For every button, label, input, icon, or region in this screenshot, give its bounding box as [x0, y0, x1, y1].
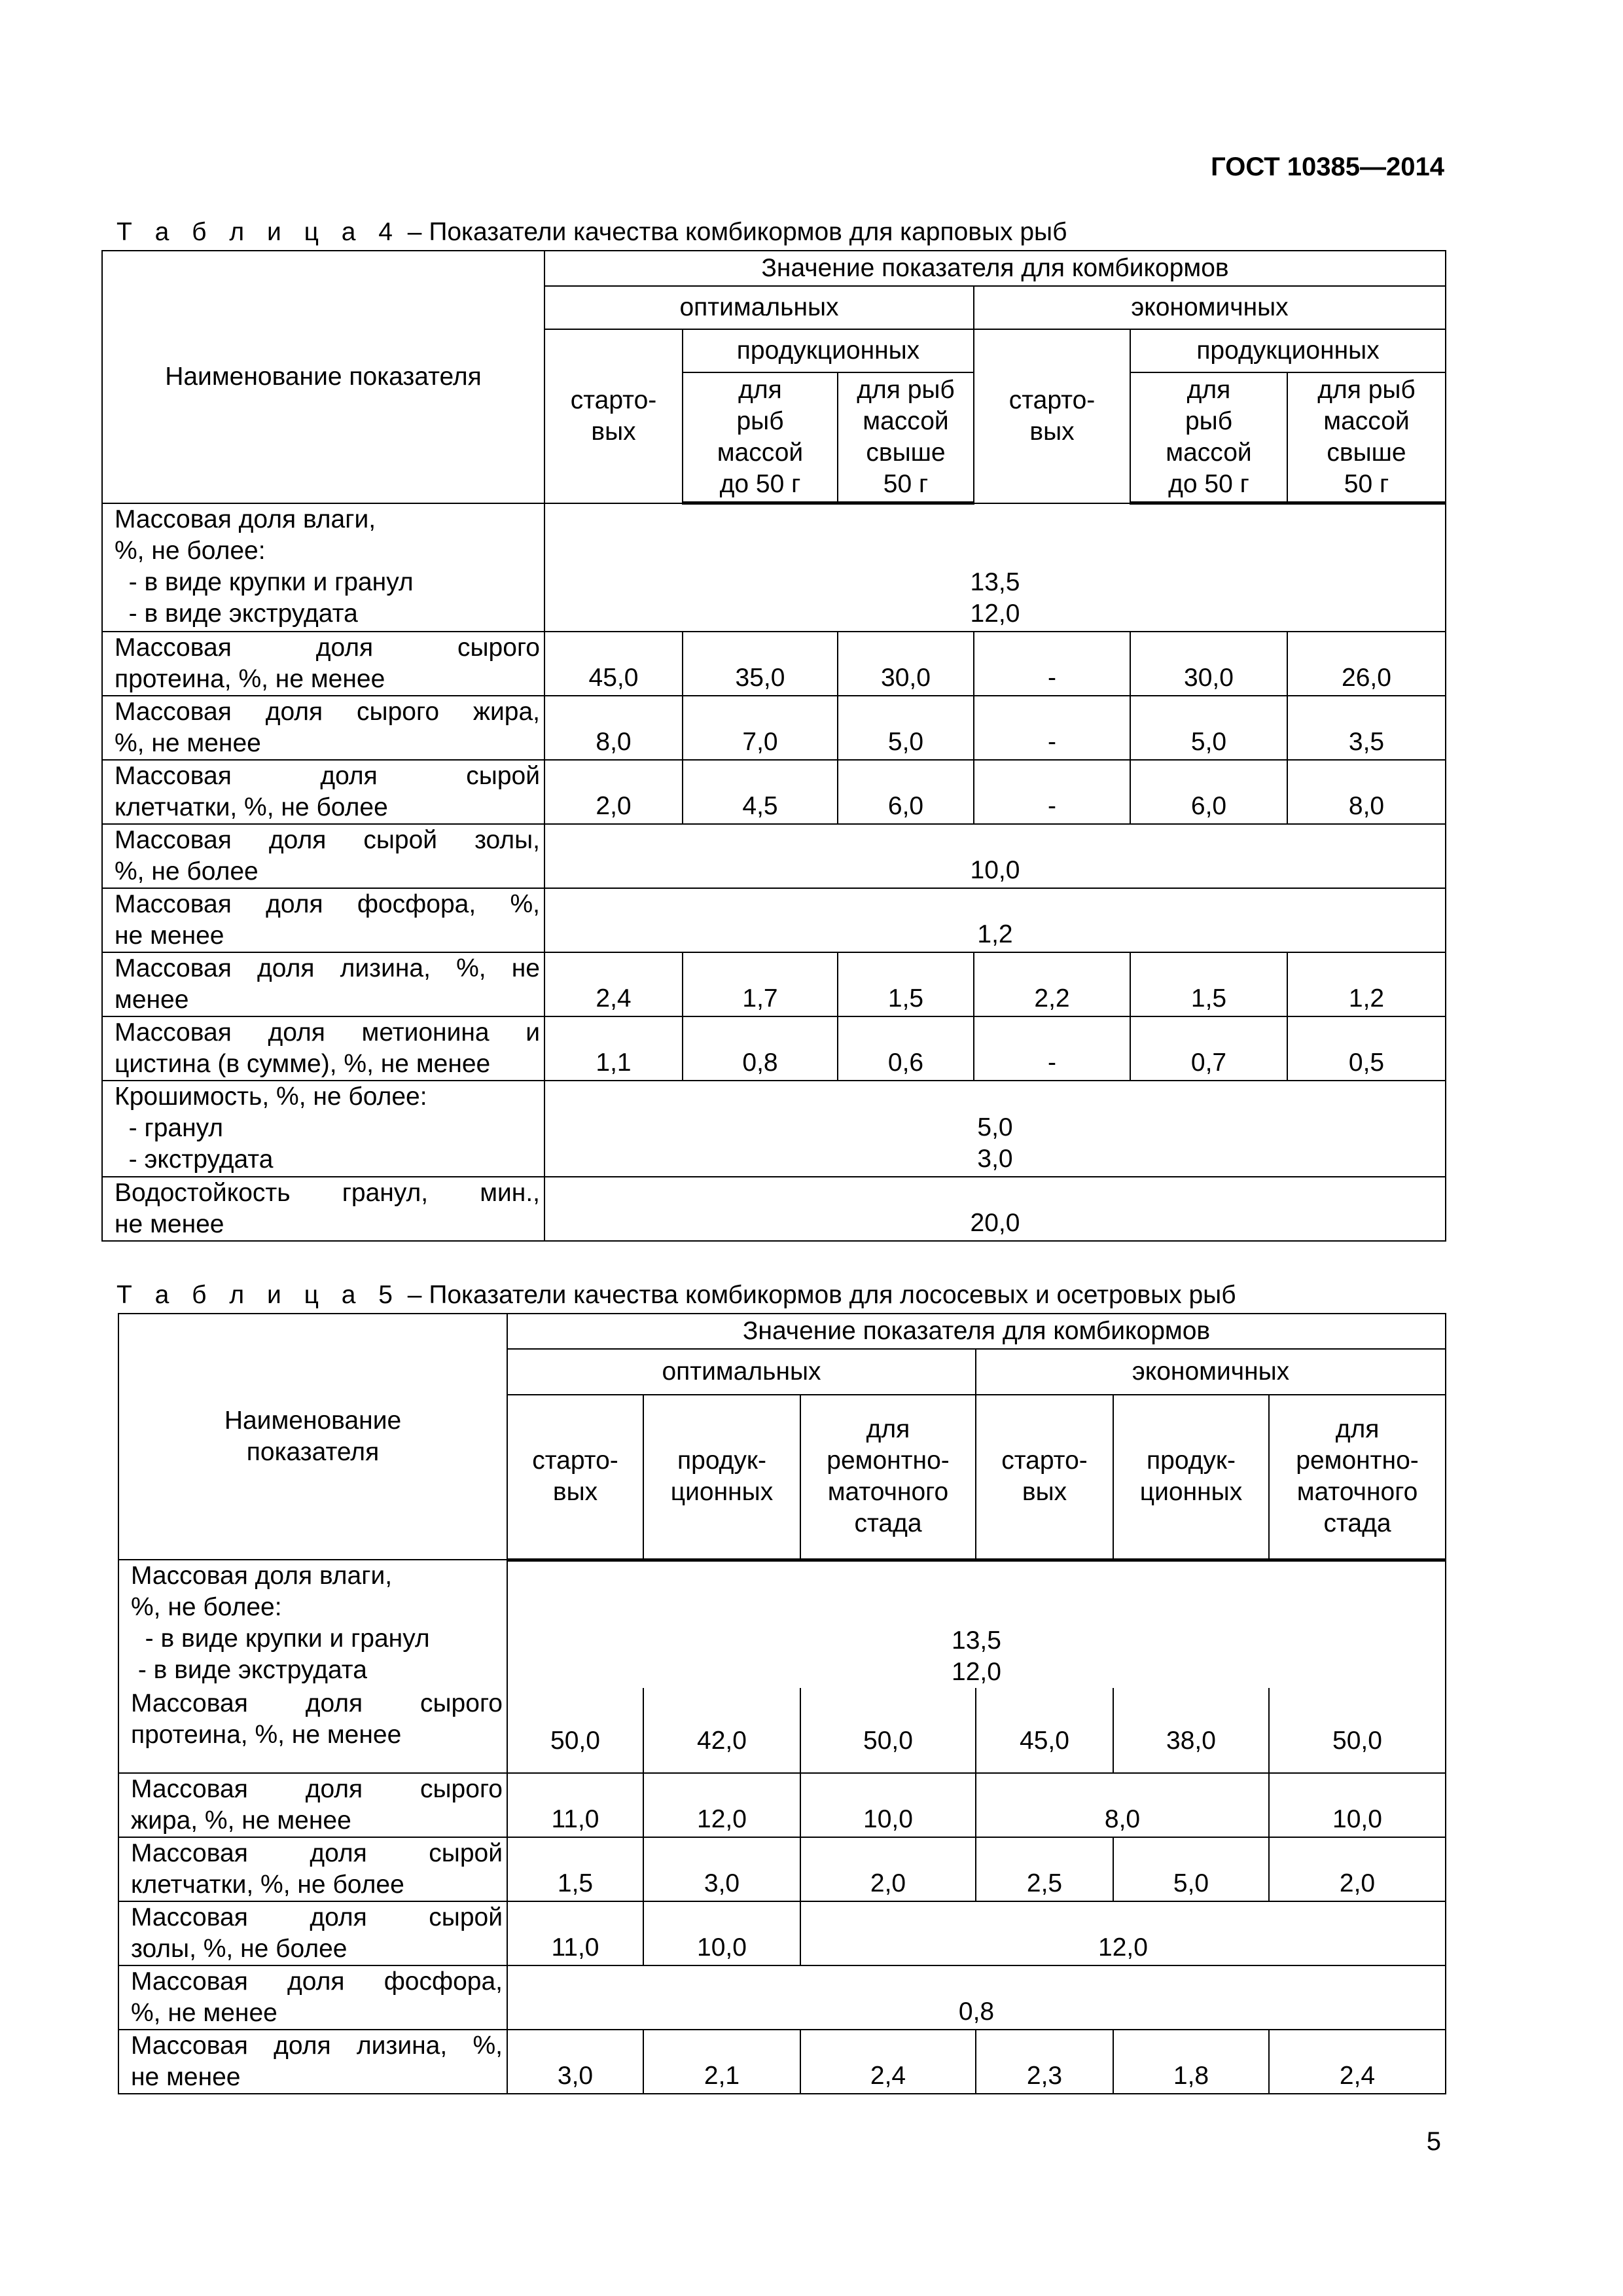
t5-cell: 2,3 [976, 2030, 1113, 2094]
t5-cell: 2,5 [976, 1837, 1113, 1901]
t5-cell: 11,0 [507, 1773, 643, 1837]
table-row [102, 760, 1446, 824]
table-row [102, 1016, 1446, 1081]
t4-cell: - [974, 760, 1130, 824]
t4-cell: - [974, 1016, 1130, 1081]
t5-cell: 8,0 [976, 1773, 1269, 1837]
t5-cell: 12,0 [800, 1901, 1446, 1965]
t5-header-starter-opt: старто- вых [507, 1395, 643, 1560]
table4-caption [116, 218, 1067, 247]
t4-body [102, 503, 1446, 1241]
t4-cell: 8,0 [544, 696, 683, 760]
t5-cell: 45,0 [976, 1688, 1113, 1773]
t5-row-lysine-name: Массовая доля лизина, %, не менее [118, 2030, 507, 2094]
table-4 [101, 250, 1446, 1242]
t4-cell: 0,8 [683, 1016, 838, 1081]
table5-caption-prefix: Т а б л и ц а 5 [116, 1281, 401, 1309]
t4-cell: - [974, 696, 1130, 760]
t4-cell: 6,0 [1130, 760, 1287, 824]
t5-header-productive-opt: продук- ционных [643, 1395, 800, 1560]
table-row [102, 888, 1446, 952]
t4-header-starter-eco: старто- вых [974, 329, 1130, 503]
t5-row-fiber-name: Массовая доля сырой клетчатки, %, не более [118, 1837, 507, 1901]
t5-cell: 50,0 [800, 1688, 976, 1773]
t4-header-upto50-opt: для рыб массой до 50 г [683, 372, 838, 503]
t4-row-name: Массовая доля сырой клетчатки, %, не более [102, 760, 544, 824]
t4-cell: 1,2 [1287, 952, 1446, 1016]
t5-cell: 10,0 [643, 1901, 800, 1965]
table-row [102, 503, 1446, 632]
table-row [102, 1177, 1446, 1241]
t5-header-starter-eco: старто- вых [976, 1395, 1113, 1560]
t4-cell: 2,2 [974, 952, 1130, 1016]
t4-cell: 5,0 [838, 696, 974, 760]
t5-cell: 2,4 [1269, 2030, 1446, 2094]
t4-row-name: Водостойкость гранул, мин., не менее [102, 1177, 544, 1241]
t4-cell: 2,0 [544, 760, 683, 824]
t4-header-productive-opt: продукционных [683, 329, 974, 372]
t4-cell: 45,0 [544, 632, 683, 696]
t5-row-ash-name: Массовая доля сырой золы, %, не более [118, 1901, 507, 1965]
t5-header-productive-eco: продук- ционных [1113, 1395, 1269, 1560]
t4-row-name: Массовая доля сырого протеина, %, не менее [102, 632, 544, 696]
t5-row-protein-name: Массовая доля сырого протеина, %, не менее [118, 1688, 507, 1773]
t5-cell: 3,0 [507, 2030, 643, 2094]
t4-cell: 1,5 [838, 952, 974, 1016]
t4-cell: 3,5 [1287, 696, 1446, 760]
t4-cell: 26,0 [1287, 632, 1446, 696]
t4-cell: 1,1 [544, 1016, 683, 1081]
t4-merged-value: 20,0 [544, 1177, 1446, 1241]
table5-caption [116, 1281, 1236, 1310]
t4-row-name: Массовая доля сырого жира, %, не менее [102, 696, 544, 760]
t5-cell: 38,0 [1113, 1688, 1269, 1773]
table-row [102, 824, 1446, 888]
t4-header-economic: экономичных [974, 286, 1446, 329]
t4-cell: 30,0 [1130, 632, 1287, 696]
t4-cell: 4,5 [683, 760, 838, 824]
t4-cell: 6,0 [838, 760, 974, 824]
standard-number: ГОСТ 10385—2014 [1211, 152, 1444, 181]
t4-header-name: Наименование показателя [102, 251, 544, 503]
t5-cell: 1,5 [507, 1837, 643, 1901]
table5-caption-text: – Показатели качества комбикормов для лососевых и осетровых рыб [400, 1281, 1236, 1309]
table4-caption-prefix: Т а б л и ц а 4 [116, 218, 401, 246]
table-row [102, 632, 1446, 696]
t5-header-brood-eco: для ремонтно- маточного стада [1269, 1395, 1446, 1560]
t4-merged-value: 13,5 12,0 [544, 503, 1446, 632]
t5-cell: 5,0 [1113, 1837, 1269, 1901]
t4-merged-value: 1,2 [544, 888, 1446, 952]
t4-cell: 0,5 [1287, 1016, 1446, 1081]
t4-cell: 0,6 [838, 1016, 974, 1081]
page-number: 5 [1426, 2127, 1441, 2156]
t4-header-upto50-eco: для рыб массой до 50 г [1130, 372, 1287, 503]
t5-header-name: Наименование показателя [118, 1314, 507, 1560]
table-row [102, 696, 1446, 760]
t5-cell: 10,0 [1269, 1773, 1446, 1837]
t4-header-over50-opt: для рыб массой свыше 50 г [838, 372, 974, 503]
t4-row-name: Массовая доля метионина и цистина (в сумме), %, не менее [102, 1016, 544, 1081]
t5-row-fat-name: Массовая доля сырого жира, %, не менее [118, 1773, 507, 1837]
t4-cell: 8,0 [1287, 760, 1446, 824]
table-row [102, 1081, 1446, 1177]
t5-header-economic: экономичных [976, 1349, 1446, 1395]
t5-cell: 50,0 [1269, 1688, 1446, 1773]
t5-cell: 2,4 [800, 2030, 976, 2094]
t4-header-productive-eco: продукционных [1130, 329, 1446, 372]
t5-cell: 42,0 [643, 1688, 800, 1773]
t5-row-moisture-name: Массовая доля влаги, %, не более: - в виде крупки и гранул - в виде экструдата [118, 1560, 507, 1688]
t5-row-moisture-values: 13,5 12,0 [507, 1560, 1446, 1688]
t4-cell: 5,0 [1130, 696, 1287, 760]
t4-header-optimal: оптимальных [544, 286, 974, 329]
t5-header-value: Значение показателя для комбикормов [507, 1314, 1446, 1349]
t4-row-name: Массовая доля влаги, %, не более: - в виде крупки и гранул - в виде экструдата [102, 503, 544, 632]
t4-header-over50-eco: для рыб массой свыше 50 г [1287, 372, 1446, 503]
t4-cell: 1,5 [1130, 952, 1287, 1016]
t4-row-name: Массовая доля сырой золы, %, не более [102, 824, 544, 888]
t4-cell: 30,0 [838, 632, 974, 696]
t5-cell: 12,0 [643, 1773, 800, 1837]
t5-cell: 2,1 [643, 2030, 800, 2094]
t4-cell: 1,7 [683, 952, 838, 1016]
t4-merged-value: 10,0 [544, 824, 1446, 888]
t4-cell: 7,0 [683, 696, 838, 760]
t4-cell: 35,0 [683, 632, 838, 696]
t4-cell: 2,4 [544, 952, 683, 1016]
t4-merged-value: 5,0 3,0 [544, 1081, 1446, 1177]
t4-row-name: Крошимость, %, не более: - гранул - экструдата [102, 1081, 544, 1177]
t4-row-name: Массовая доля лизина, %, не менее [102, 952, 544, 1016]
t5-cell: 10,0 [800, 1773, 976, 1837]
t5-header-brood-opt: для ремонтно- маточного стада [800, 1395, 976, 1560]
table4-caption-text: – Показатели качества комбикормов для карповых рыб [400, 218, 1067, 246]
t5-cell: 2,0 [1269, 1837, 1446, 1901]
t5-row-phosphorus-name: Массовая доля фосфора, %, не менее [118, 1965, 507, 2030]
t4-header-value: Значение показателя для комбикормов [544, 251, 1446, 286]
t4-cell: 0,7 [1130, 1016, 1287, 1081]
t5-cell: 2,0 [800, 1837, 976, 1901]
t5-header-optimal: оптимальных [507, 1349, 976, 1395]
t4-row-name: Массовая доля фосфора, %, не менее [102, 888, 544, 952]
t5-cell: 11,0 [507, 1901, 643, 1965]
table-row [102, 952, 1446, 1016]
t5-cell: 1,8 [1113, 2030, 1269, 2094]
t5-cell: 0,8 [507, 1965, 1446, 2030]
t5-cell: 3,0 [643, 1837, 800, 1901]
table-5 [118, 1313, 1446, 2094]
t4-cell: - [974, 632, 1130, 696]
t5-cell: 50,0 [507, 1688, 643, 1773]
t4-header-starter-opt: старто- вых [544, 329, 683, 503]
